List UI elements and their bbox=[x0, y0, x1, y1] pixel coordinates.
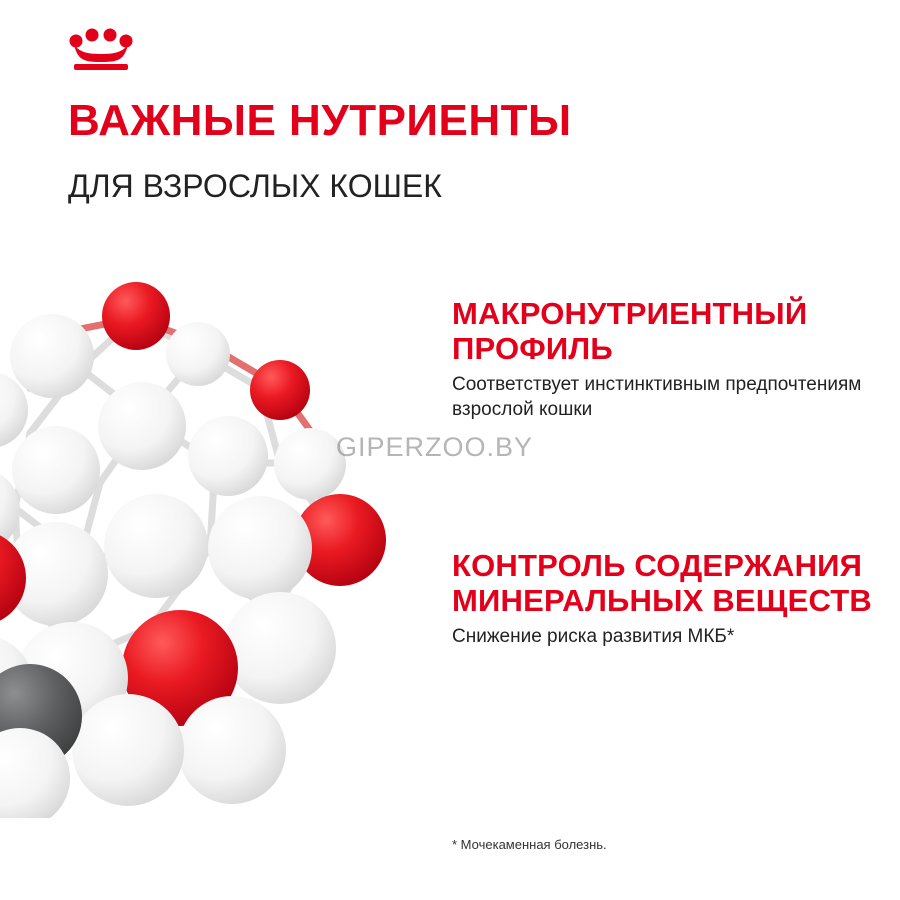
molecule-illustration bbox=[0, 258, 430, 818]
page-subtitle: ДЛЯ ВЗРОСЛЫХ КОШЕК bbox=[68, 168, 442, 204]
watermark: GIPERZOO.BY bbox=[336, 432, 534, 462]
footnote: * Мочекаменная болезнь. bbox=[452, 837, 607, 852]
page-title: ВАЖНЫЕ НУТРИЕНТЫ bbox=[68, 96, 572, 145]
royal-crown-icon bbox=[68, 28, 134, 76]
feature-block-minerals bbox=[452, 548, 872, 649]
feature-title: МАКРОНУТРИЕНТНЫЙ ПРОФИЛЬ bbox=[452, 296, 808, 366]
feature-text: Снижение риска развития МКБ* bbox=[452, 626, 735, 647]
feature-block-macronutrient bbox=[452, 296, 872, 422]
feature-title: КОНТРОЛЬ СОДЕРЖАНИЯ МИНЕРАЛЬНЫХ ВЕЩЕСТВ bbox=[452, 548, 873, 618]
feature-text: Соответствует инстинктивным предпочтениям взрослой кошки bbox=[452, 374, 862, 420]
